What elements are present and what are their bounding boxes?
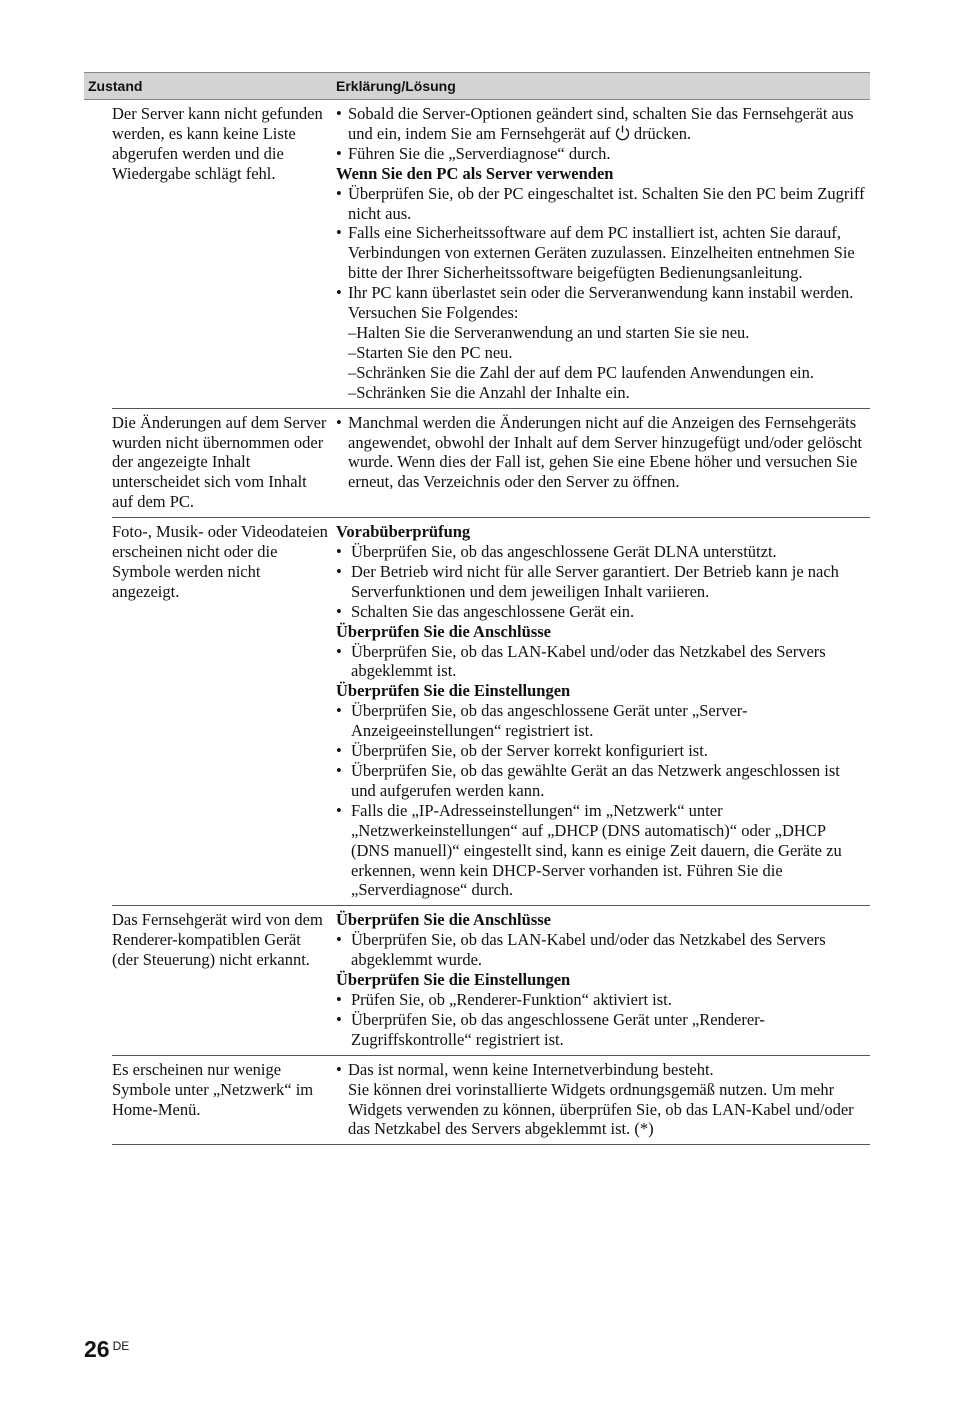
- condition-cell: Es erscheinen nur wenige Symbole unter „Netzwerk“ im Home-Menü.: [112, 1059, 314, 1119]
- solution-cell: [336, 100, 870, 408]
- bullet-item: • Überprüfen Sie, ob das angeschlossene Gerät DLNA unterstützt.: [336, 542, 777, 562]
- condition-cell: Foto-, Musik- oder Videodateien erscheinen nicht oder die Symbole werden nicht angezeigt.: [112, 522, 328, 601]
- table-row: [112, 100, 870, 409]
- power-icon: [615, 124, 630, 141]
- bullet-item: • Überprüfen Sie, ob der PC eingeschaltet ist. Schalten Sie den PC beim Zugriff nicht aus.: [336, 183, 865, 223]
- section-heading: Überprüfen Sie die Anschlüsse: [336, 621, 551, 641]
- bullet-item: • Überprüfen Sie, ob das gewählte Gerät an das Netzwerk angeschlossen ist und aufgerufen werden kann.: [336, 761, 840, 800]
- bullet-item: • Sobald die Server-Optionen geändert sind, schalten Sie das Fernsehgerät aus und ein, indem Sie am Fernsehgerät auf drücken.: [336, 104, 854, 143]
- bullet-item: • Überprüfen Sie, ob das LAN-Kabel und/oder das Netzkabel des Servers abgeklemmt wurde.: [336, 930, 826, 970]
- condition-cell: Das Fernsehgerät wird von dem Renderer-kompatiblen Gerät (der Steuerung) nicht erkannt.: [112, 910, 323, 970]
- section-heading: Vorabüberprüfung: [336, 522, 471, 542]
- troubleshooting-table: [84, 72, 870, 1145]
- table-header: [84, 72, 870, 100]
- solution-cell: [336, 1056, 870, 1145]
- dash-item: –Starten Sie den PC neu.: [348, 342, 513, 362]
- bullet-item: • Führen Sie die „Serverdiagnose“ durch.: [336, 143, 611, 163]
- condition-cell: Die Änderungen auf dem Server wurden nicht übernommen oder der angezeigte Inhalt unterscheidet sich vom Inhalt auf dem PC.: [112, 412, 327, 512]
- dash-item: –Schränken Sie die Zahl der auf dem PC laufenden Anwendungen ein.: [348, 362, 814, 382]
- bullet-item: • Überprüfen Sie, ob der Server korrekt konfiguriert ist.: [336, 741, 708, 761]
- section-heading: Überprüfen Sie die Einstellungen: [336, 681, 571, 701]
- bullet-item: • Falls die „IP-Adresseinstellungen“ im „Netzwerk“ unter „Netzwerkeinstellungen“ auf „DHCP (DNS automatisch)“ oder „DHCP (DNS manuell)“ eingestellt sind, kann es einige Zeit dauern, die Geräte zu erkennen, wenn kein DHCP-Server vorhanden ist. Führen Sie die „Serverdiagnose“ durch.: [336, 800, 842, 900]
- section-heading: Überprüfen Sie die Einstellungen: [336, 970, 571, 990]
- bullet-item: • Überprüfen Sie, ob das angeschlossene Gerät unter „Renderer-Zugriffskontrolle“ registriert ist.: [336, 1009, 765, 1049]
- page-number: [84, 1336, 129, 1363]
- bullet-item: • Überprüfen Sie, ob das angeschlossene Gerät unter „Server-Anzeigeeinstellungen“ registriert ist.: [336, 701, 748, 741]
- page-number-value: 26: [84, 1336, 110, 1362]
- language-code: DE: [112, 1339, 130, 1353]
- section-heading: Wenn Sie den PC als Server verwenden: [336, 163, 614, 183]
- condition-cell: Der Server kann nicht gefunden werden, es kann keine Liste abgerufen werden und die Wiedergabe schlägt fehl.: [112, 104, 323, 183]
- note-paragraph: Sie können drei vorinstallierte Widgets ordnungsgemäß nutzen. Um mehr Widgets verwenden zu können, überprüfen Sie, ob das LAN-Kabel und/oder das Netzkabel des Servers abgeklemmt ist. (*): [348, 1079, 854, 1139]
- bullet-item: • Ihr PC kann überlastet sein oder die Serveranwendung kann instabil werden. Versuchen Sie Folgendes:: [336, 283, 854, 323]
- solution-cell: [336, 906, 870, 1054]
- bullet-item: • Manchmal werden die Änderungen nicht auf die Anzeigen des Fernsehgeräts angewendet, obwohl der Inhalt auf dem Server hinzugefügt und/oder gelöscht wurde. Wenn dies der Fall ist, gehen Sie eine Ebene höher und versuchen Sie erneut, das Verzeichnis oder den Server zu öffnen.: [336, 412, 863, 492]
- bullet-item: • Schalten Sie das angeschlossene Gerät ein.: [336, 601, 635, 621]
- bullet-item: • Das ist normal, wenn keine Internetverbindung besteht.: [336, 1059, 714, 1079]
- table-row: [112, 906, 870, 1055]
- table-row: [112, 409, 870, 519]
- header-zustand: Zustand: [88, 78, 143, 94]
- dash-item: –Halten Sie die Serveranwendung an und starten Sie sie neu.: [348, 322, 750, 342]
- header-erklaerung: Erklärung/Lösung: [336, 78, 456, 94]
- table-row: [112, 518, 870, 906]
- table-row: [112, 1056, 870, 1146]
- bullet-item: • Überprüfen Sie, ob das LAN-Kabel und/oder das Netzkabel des Servers abgeklemmt ist.: [336, 641, 826, 681]
- section-heading: Überprüfen Sie die Anschlüsse: [336, 910, 551, 930]
- bullet-item: • Falls eine Sicherheitssoftware auf dem PC installiert ist, achten Sie darauf, Verbindungen von externen Geräten zuzulassen. Einzelheiten entnehmen Sie bitte der Ihrer Sicherheitssoftware beigefügten Bedienungsanleitung.: [336, 223, 855, 283]
- dash-item: –Schränken Sie die Anzahl der Inhalte ein.: [348, 382, 630, 402]
- solution-cell: [336, 409, 870, 518]
- solution-cell: [336, 518, 870, 905]
- bullet-item: • Der Betrieb wird nicht für alle Server garantiert. Der Betrieb kann je nach Serverfunktionen und dem jeweiligen Inhalt variieren.: [336, 561, 839, 601]
- bullet-item: • Prüfen Sie, ob „Renderer-Funktion“ aktiviert ist.: [336, 989, 672, 1009]
